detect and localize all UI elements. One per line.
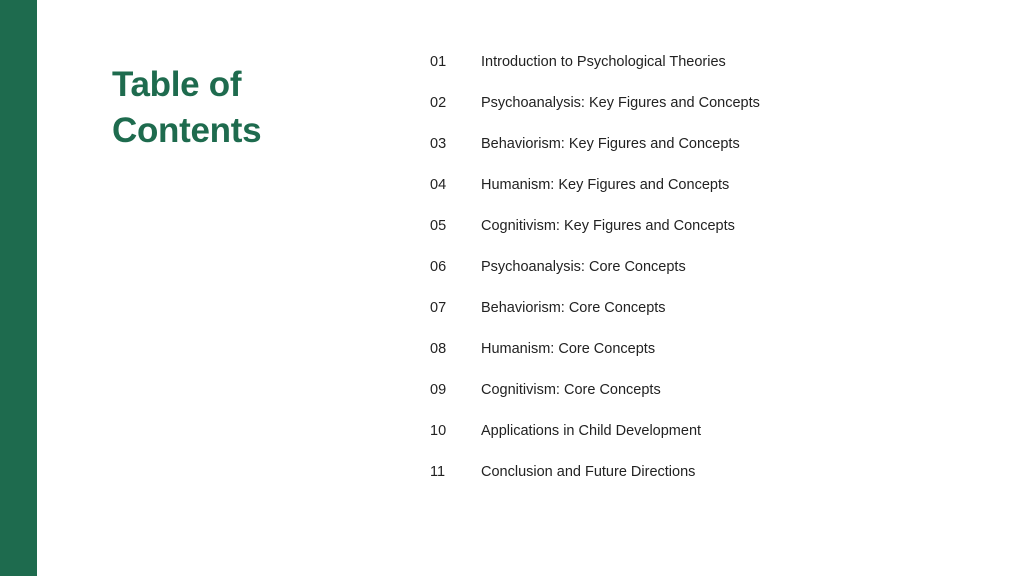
toc-item — [430, 328, 990, 369]
toc-item-number: 03 — [430, 135, 447, 152]
toc-item-label: Humanism: Core Concepts — [481, 340, 656, 357]
toc-item — [430, 82, 990, 123]
toc-item — [430, 410, 990, 451]
side-accent-bar — [0, 0, 37, 576]
toc-item — [430, 41, 990, 82]
toc-item-number: 10 — [430, 422, 447, 439]
toc-item-label: Humanism: Key Figures and Concepts — [481, 176, 730, 193]
toc-item-number: 06 — [430, 258, 447, 275]
toc-item-label: Behaviorism: Key Figures and Concepts — [481, 135, 740, 152]
toc-item-label: Cognitivism: Core Concepts — [481, 381, 661, 398]
toc-item-number: 09 — [430, 381, 447, 398]
toc-item-label: Psychoanalysis: Core Concepts — [481, 258, 686, 275]
toc-item — [430, 123, 990, 164]
toc-item — [430, 369, 990, 410]
toc-item-number: 08 — [430, 340, 447, 357]
toc-item-label: Psychoanalysis: Key Figures and Concepts — [481, 94, 760, 111]
page-title — [112, 62, 372, 154]
toc-item-number: 07 — [430, 299, 447, 316]
toc-item — [430, 246, 990, 287]
table-of-contents-list — [430, 41, 990, 492]
toc-item-label: Introduction to Psychological Theories — [481, 53, 726, 70]
toc-item-label: Applications in Child Development — [481, 422, 702, 439]
title-line-2: Contents — [112, 111, 262, 150]
toc-item — [430, 164, 990, 205]
toc-item-label: Behaviorism: Core Concepts — [481, 299, 666, 316]
toc-item-label: Cognitivism: Key Figures and Concepts — [481, 217, 735, 234]
title-line-1: Table of — [112, 65, 242, 104]
toc-item-number: 11 — [430, 463, 446, 480]
toc-item — [430, 451, 990, 492]
toc-item-number: 02 — [430, 94, 447, 111]
toc-item-number: 05 — [430, 217, 447, 234]
toc-item-label: Conclusion and Future Directions — [481, 463, 696, 480]
toc-item-number: 01 — [430, 53, 447, 70]
toc-item — [430, 287, 990, 328]
toc-item-number: 04 — [430, 176, 447, 193]
toc-item — [430, 205, 990, 246]
